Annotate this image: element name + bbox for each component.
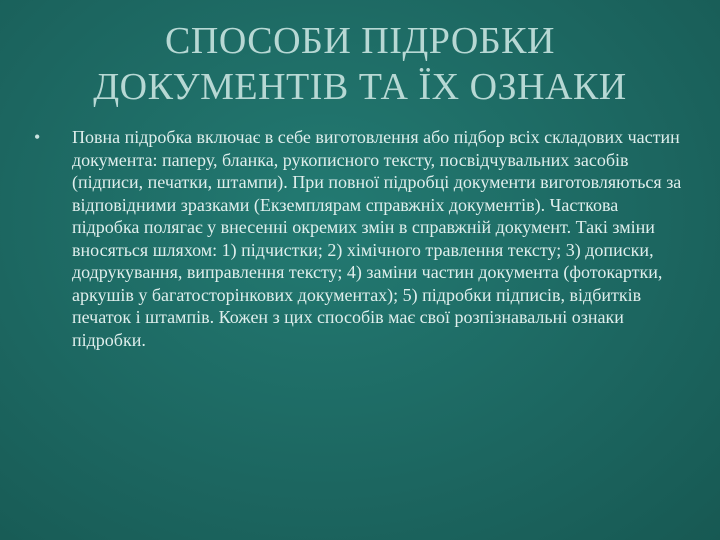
slide-title-line-2: ДОКУМЕНТІВ ТА ЇХ ОЗНАКИ bbox=[93, 66, 627, 108]
bullet-list bbox=[34, 126, 684, 351]
bullet-item bbox=[34, 126, 684, 351]
slide-title bbox=[30, 18, 690, 110]
bullet-text: Повна підробка включає в себе виготовлення або підбор всіх складових частин документа: паперу, бланка, рукописного тексту, посвідчувальних засобів (підписи, печатки, штампи). При повної підробці документи виготовляються за відповідними зразками (Екземплярам справжніх документів). Часткова підробка полягає у внесенні окремих змін в справжній документ. Такі зміни вносяться шляхом: 1) підчистки; 2) хімічного травлення тексту; 3) дописки, додрукування, виправлення тексту; 4) заміни частин документа (фотокартки, аркушів у багатосторінкових документах); 5) підробки підписів, відбитків печаток і штампів. Кожен з цих способів має свої розпізнавальні ознаки підробки. bbox=[72, 127, 682, 350]
bullet-dot-icon: • bbox=[34, 127, 41, 147]
slide-title-line-1: СПОСОБИ ПІДРОБКИ bbox=[165, 20, 555, 62]
